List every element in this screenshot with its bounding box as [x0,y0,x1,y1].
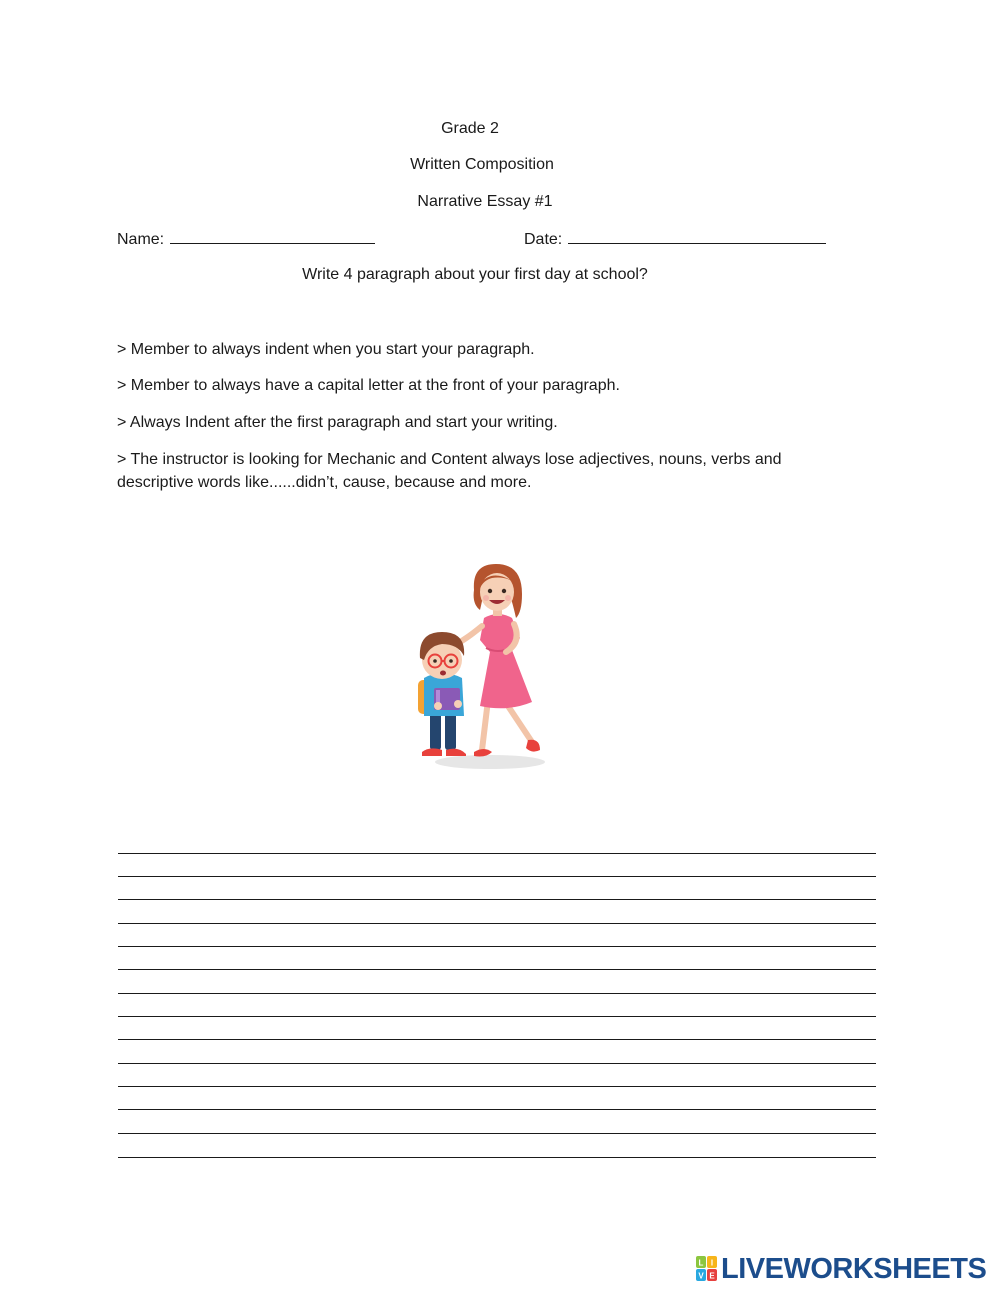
grade-heading: Grade 2 [441,120,499,137]
writing-line[interactable] [118,993,876,994]
essay-title: Narrative Essay #1 [417,193,553,210]
writing-line[interactable] [118,946,876,947]
writing-line[interactable] [118,1016,876,1017]
instruction-item: > Always Indent after the first paragraph and start your writing. [117,414,558,431]
writing-line[interactable] [118,853,876,854]
writing-line[interactable] [118,1039,876,1040]
liveworksheets-mark-icon [696,1256,718,1282]
liveworksheets-logo [696,1252,986,1286]
date-blank[interactable] [568,228,826,244]
svg-text:I: I [710,1258,714,1268]
writing-line[interactable] [118,969,876,970]
date-label: Date: [524,231,563,248]
mother-and-child-illustration [400,560,560,775]
subject-heading: Written Composition [410,156,554,173]
writing-line[interactable] [118,1133,876,1134]
writing-line[interactable] [118,1157,876,1158]
writing-line[interactable] [118,899,876,900]
writing-line[interactable] [118,1086,876,1087]
writing-line[interactable] [118,876,876,877]
instruction-item: > Member to always have a capital letter at the front of your paragraph. [117,377,620,394]
date-field-row [524,228,826,250]
svg-text:V: V [698,1271,704,1281]
svg-text:L: L [698,1258,704,1268]
writing-line[interactable] [118,1063,876,1064]
instruction-item: > The instructor is looking for Mechanic and Content always lose adjectives, nouns, verbs and descriptive words like......didn’t, cause, because and more. [117,451,782,491]
liveworksheets-logo-text: LIVEWORKSHEETS [721,1252,987,1285]
essay-prompt: Write 4 paragraph about your first day at school? [302,266,648,283]
instruction-item: > Member to always indent when you start your paragraph. [117,341,535,358]
svg-text:E: E [709,1271,715,1281]
name-label: Name: [117,231,165,248]
writing-line[interactable] [118,923,876,924]
name-blank[interactable] [170,228,375,244]
writing-line[interactable] [118,1109,876,1110]
name-field-row [117,228,375,250]
